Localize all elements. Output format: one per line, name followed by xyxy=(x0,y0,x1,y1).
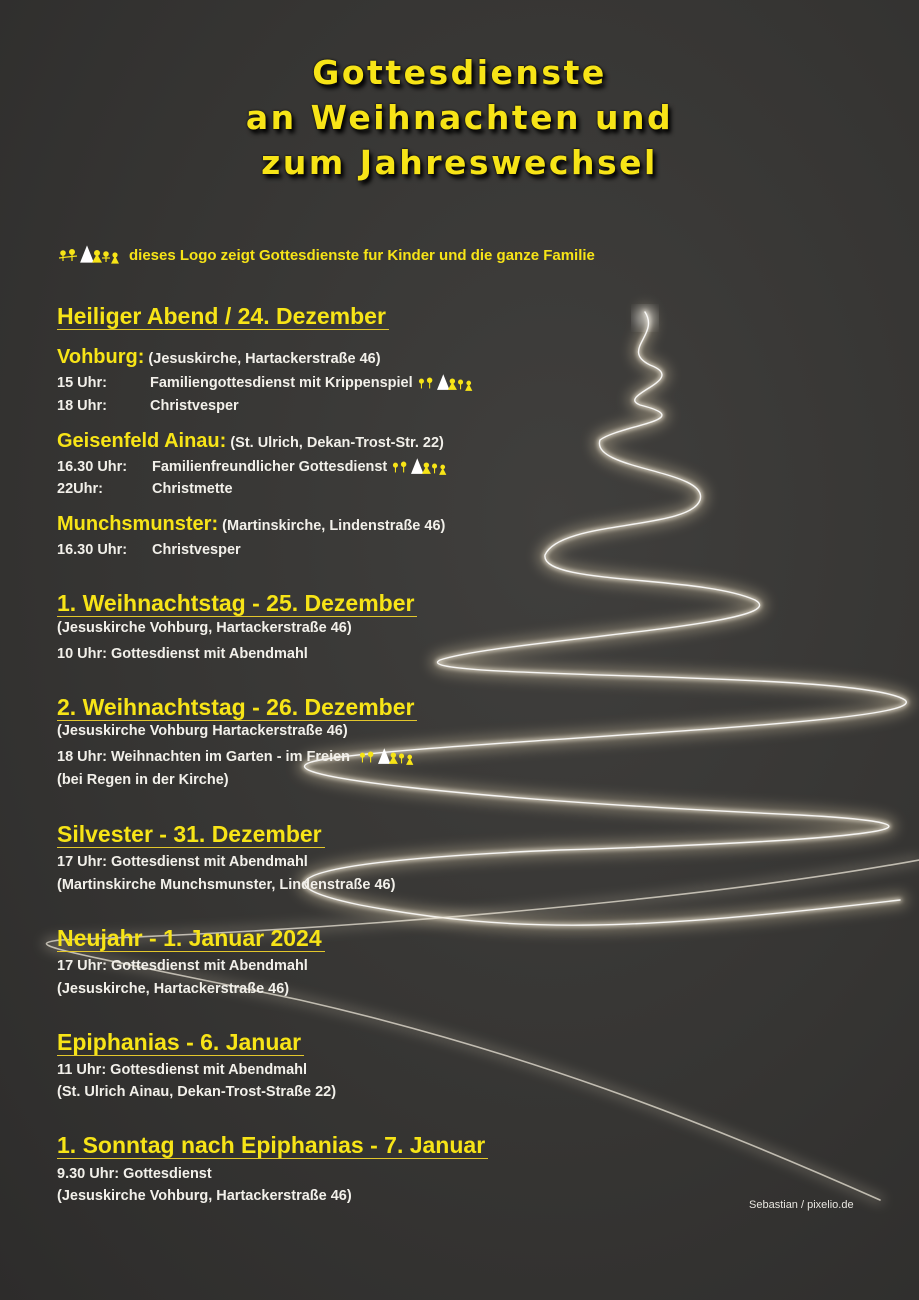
place-location-geisenfeld: (St. Ulrich, Dekan-Trost-Str. 22) xyxy=(230,435,444,451)
service-desc: Familiengottesdienst mit Krippenspiel xyxy=(150,375,413,391)
family-children-icon xyxy=(354,747,420,767)
page-title xyxy=(0,50,919,185)
place-geisenfeld xyxy=(57,430,444,453)
service-row xyxy=(57,373,479,393)
location-text: (Jesuskirche Vohburg Hartackerstraße 46) xyxy=(57,723,348,739)
heading-heiliger-abend: Heiliger Abend / 24. Dezember xyxy=(57,303,389,330)
location-text: (St. Ulrich Ainau, Dekan-Trost-Straße 22) xyxy=(57,1084,337,1100)
service-time: 16.30 Uhr: xyxy=(57,542,128,558)
place-location-vohburg: (Jesuskirche, Hartackerstraße 46) xyxy=(148,351,381,367)
service-desc: Christvesper xyxy=(152,542,241,558)
place-location-munchsmunster: (Martinskirche, Lindenstraße 46) xyxy=(222,518,446,534)
family-children-icon xyxy=(387,457,453,477)
service-desc: Christvesper xyxy=(150,398,239,414)
note-text: (bei Regen in der Kirche) xyxy=(57,772,229,788)
heading-weihnachtstag-1: 1. Weihnachtstag - 25. Dezember xyxy=(57,590,417,617)
service-row xyxy=(57,747,420,767)
service-desc: Christmette xyxy=(152,481,233,497)
location-text: (Jesuskirche Vohburg, Hartackerstraße 46) xyxy=(57,620,352,636)
place-name-geisenfeld: Geisenfeld Ainau: xyxy=(57,430,227,452)
family-children-icon xyxy=(413,373,479,393)
photo-credit: Sebastian / pixelio.de xyxy=(749,1199,854,1211)
service-row xyxy=(57,396,239,416)
heading-weihnachtstag-2: 2. Weihnachtstag - 26. Dezember xyxy=(57,694,417,721)
heading-epiphanias: Epiphanias - 6. Januar xyxy=(57,1029,304,1056)
place-name-vohburg: Vohburg: xyxy=(57,346,145,368)
title-line-1: Gottesdienste xyxy=(312,53,607,92)
service-time: 15 Uhr: xyxy=(57,375,107,391)
logo-legend-text: dieses Logo zeigt Gottesdienste fur Kinder und die ganze Familie xyxy=(129,246,595,264)
service-time: 22Uhr: xyxy=(57,481,103,497)
family-children-icon xyxy=(57,244,123,266)
title-line-2: an Weihnachten und xyxy=(245,98,674,137)
location-text: (Jesuskirche, Hartackerstraße 46) xyxy=(57,981,290,997)
service-text: 18 Uhr: Weihnachten im Garten - im Freien xyxy=(57,749,351,765)
heading-sonntag-epiphanias: 1. Sonntag nach Epiphanias - 7. Januar xyxy=(57,1132,488,1159)
service-row xyxy=(57,540,241,560)
service-time: 18 Uhr: xyxy=(57,398,107,414)
service-time: 16.30 Uhr: xyxy=(57,459,128,475)
heading-neujahr: Neujahr - 1. Januar 2024 xyxy=(57,925,325,952)
location-text: (Jesuskirche Vohburg, Hartackerstraße 46) xyxy=(57,1188,352,1204)
service-text: 17 Uhr: Gottesdienst mit Abendmahl xyxy=(57,854,308,870)
service-text: 11 Uhr: Gottesdienst mit Abendmahl xyxy=(57,1062,308,1078)
heading-silvester: Silvester - 31. Dezember xyxy=(57,821,325,848)
service-text: 17 Uhr: Gottesdienst mit Abendmahl xyxy=(57,958,308,974)
place-munchsmunster xyxy=(57,513,445,536)
service-desc: Familienfreundlicher Gottesdienst xyxy=(152,459,388,475)
service-text: 10 Uhr: Gottesdienst mit Abendmahl xyxy=(57,646,308,662)
service-text: 9.30 Uhr: Gottesdienst xyxy=(57,1166,212,1182)
title-line-3: zum Jahreswechsel xyxy=(261,143,658,182)
place-name-munchsmunster: Munchsmunster: xyxy=(57,513,219,535)
location-text: (Martinskirche Munchsmunster, Lindenstraße 46) xyxy=(57,877,396,893)
place-vohburg xyxy=(57,346,381,369)
service-row xyxy=(57,479,233,499)
service-row xyxy=(57,457,453,477)
logo-legend xyxy=(57,243,595,267)
